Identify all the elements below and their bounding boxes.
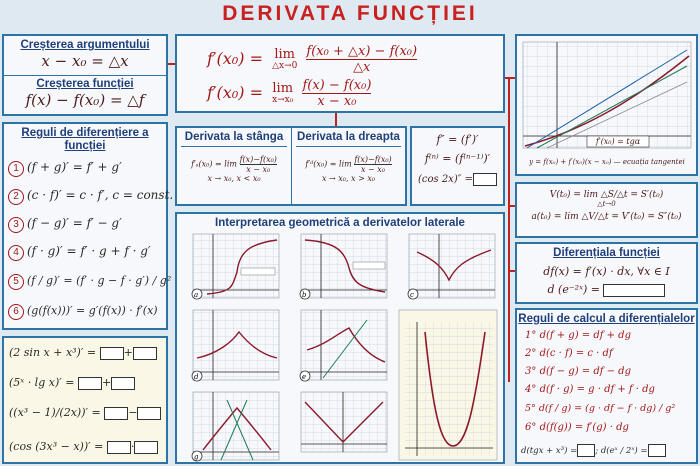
rule-number: 5	[8, 274, 24, 290]
left-cond: x → x₀, x < x₀	[207, 174, 261, 183]
graph-label-b: b	[302, 291, 307, 299]
rule-text: (f / g)′ = (f′ · g − f · g′) / g²	[27, 274, 172, 287]
rule-item	[8, 244, 151, 261]
higher-exercise	[412, 173, 503, 186]
fraction-denominator: x − x₀	[317, 94, 357, 109]
graph-a	[192, 234, 279, 299]
fraction-numerator: f(x) − f(x₀)	[302, 78, 372, 93]
diff-rule-number: 6°	[525, 422, 537, 433]
graph-label-a: a	[194, 291, 199, 299]
answer-box[interactable]	[107, 441, 131, 454]
physics-panel	[515, 182, 698, 238]
rule-text: (f − g)′ = f′ − g′	[27, 216, 122, 230]
fraction-denominator: △x	[353, 60, 371, 75]
diff-exercise-text: d(tgx + x³) =	[521, 446, 578, 456]
exercise-text: (5ˣ · lg x)′ =	[9, 376, 75, 389]
diff-rule-text: d(f / g) = (g · df − f · dg) / g²	[538, 403, 676, 414]
graph-f	[399, 310, 497, 462]
rule-item	[8, 274, 171, 290]
diff-rule-item	[525, 348, 613, 359]
tangent-panel	[515, 34, 698, 176]
rule-number: 2	[8, 189, 24, 205]
connector-line	[335, 113, 337, 127]
rule-text: (g(f(x)))′ = g′(f(x)) · f′(x)	[27, 304, 158, 317]
answer-box[interactable]	[603, 284, 665, 297]
differential-rules-panel	[515, 308, 698, 464]
right-frac-den: x − x₀	[360, 165, 385, 174]
graph-label-e: e	[302, 373, 307, 381]
left-frac-num: f(x)−f(x₀)	[239, 155, 277, 164]
geometric-interpretation-panel	[175, 212, 505, 464]
left-frac-den: x − x₀	[246, 165, 271, 174]
rule-number: 6	[8, 304, 24, 320]
exercise-text: (cos (3x³ − x))′ =	[9, 440, 104, 453]
func-increment-heading: Creșterea funcției	[4, 75, 166, 91]
higher-exercise-text: (cos 2x)″ =	[417, 174, 474, 185]
exercise-text: ((x³ − 1)/(2x))′ =	[9, 406, 101, 419]
rules-heading: Reguli de diferențiere a funcției	[21, 127, 149, 152]
page-title: DERIVATA FUNCȚIEI	[222, 2, 478, 25]
acceleration-formula: a(t₀) = lim △V/△t = V′(t₀) = S″(t₀)	[531, 212, 682, 222]
arg-increment-formula: x − x₀ = △x	[41, 52, 129, 70]
nth-derivative-def: f⁽ⁿ⁾ = (f⁽ⁿ⁻¹⁾)′	[424, 152, 491, 165]
right-derivative-section	[292, 128, 405, 183]
limit-label: lim	[272, 80, 294, 96]
tangent-slope-label: f′(x₀) = tgα	[595, 137, 641, 146]
definition-panel	[175, 34, 505, 113]
exercise-item: (cos (3x³ − x))′ = ·	[9, 440, 158, 454]
differential-heading: Diferențiala funcției	[553, 247, 660, 259]
right-frac-num: f(x)−f(x₀)	[354, 155, 392, 164]
answer-box[interactable]	[648, 444, 666, 457]
rule-text: (f + g)′ = f′ + g′	[27, 160, 122, 174]
limit-label: lim	[274, 46, 296, 62]
answer-box[interactable]	[100, 347, 124, 360]
rule-item	[8, 304, 158, 320]
right-lim: f′ᵈ(x₀) = lim	[305, 159, 352, 169]
diff-rule-item	[525, 403, 675, 414]
arg-increment-heading: Creșterea argumentului	[20, 39, 150, 51]
connector-line	[505, 77, 515, 79]
limit-subscript: x→x₀	[272, 94, 294, 105]
graph-label-d: d	[194, 373, 199, 381]
differential-rules-heading: Reguli de calcul a diferențialelor	[518, 313, 695, 325]
connector-line	[508, 77, 510, 382]
right-derivative-formula	[292, 155, 405, 183]
answer-box[interactable]	[137, 407, 161, 420]
fraction-numerator: f(x₀ + △x) − f(x₀)	[306, 44, 418, 59]
diff-rule-number: 2°	[525, 348, 537, 359]
graph-b	[300, 234, 387, 299]
func-increment-formula: f(x) − f(x₀) = △f	[25, 91, 145, 109]
limit-subscript: △t→0	[597, 200, 616, 208]
exercise-item: (5ˣ · lg x)′ = +	[9, 376, 135, 390]
diff-rule-text: d(f + g) = df + dg	[539, 330, 631, 341]
answer-box[interactable]	[577, 444, 595, 457]
limit-subscript: △x→0	[272, 60, 298, 71]
diff-rule-number: 5°	[525, 403, 536, 414]
right-cond: x → x₀, x > x₀	[321, 174, 376, 183]
second-derivative-def: f″ = (f′)′	[436, 133, 479, 146]
answer-box[interactable]	[104, 407, 128, 420]
differential-formula: df(x) = f′(x) · dx, ∀x ∈ I	[543, 265, 670, 278]
rule-item	[8, 216, 122, 233]
answer-box[interactable]	[134, 441, 158, 454]
graph-e	[300, 310, 387, 381]
diff-exercise-text-2: d(eˣ / 2ˣ) =	[600, 446, 648, 456]
graph-label-c: c	[410, 291, 414, 299]
definition-row-2	[207, 78, 371, 109]
exercise-item: (2 sin x + x³)′ = +	[9, 346, 157, 360]
diff-rule-text: d(f − g) = df − dg	[539, 366, 631, 377]
answer-box[interactable]	[78, 377, 102, 390]
left-derivative-formula	[177, 155, 291, 183]
exercise-item: ((x³ − 1)/(2x))′ = −	[9, 406, 161, 420]
derivative-lhs: f′(x₀) =	[207, 49, 263, 68]
diff-rule-number: 1°	[525, 330, 537, 341]
diff-rule-text: d(f(g)) = f′(g) · dg	[539, 422, 629, 433]
diff-rule-text: d(c · f) = c · df	[539, 348, 613, 359]
diff-rule-number: 4°	[525, 384, 537, 395]
rule-text: (f · g)′ = f′ · g + f · g′	[27, 244, 151, 258]
differential-panel	[515, 242, 698, 304]
rule-number: 4	[8, 245, 24, 261]
higher-derivative-panel	[410, 126, 505, 206]
graph-d	[192, 310, 279, 381]
lateral-derivatives-panel	[175, 126, 407, 206]
velocity-formula: V(t₀) = lim △S/△t = S′(t₀)	[549, 190, 664, 200]
graph-c	[408, 234, 495, 299]
diff-rule-text: d(f · g) = g · df + f · dg	[539, 384, 655, 395]
exercises-panel	[2, 336, 168, 464]
diff-rule-number: 3°	[525, 366, 537, 377]
diff-rule-item	[525, 422, 629, 433]
graph-g	[192, 392, 279, 461]
graphs-grid	[177, 232, 503, 462]
definition-row-1	[207, 44, 417, 75]
right-derivative-heading: Derivata la dreapta	[296, 131, 401, 147]
left-derivative-heading: Derivata la stânga	[181, 131, 287, 147]
tangent-equation: y = f(x₀) + f′(x₀)(x − x₀) — ecuația tangentei	[529, 158, 685, 166]
geometric-heading: Interpretarea geometrică a derivatelor laterale	[215, 217, 465, 229]
left-lim: f′ₛ(x₀) = lim	[191, 159, 238, 169]
left-derivative-section	[177, 128, 292, 204]
rules-panel	[2, 122, 174, 330]
exercise-text: (2 sin x + x³)′ =	[9, 346, 97, 359]
graph-label-g: g	[194, 453, 199, 461]
graph-h	[301, 392, 387, 462]
derivative-lhs: f′(x₀) =	[207, 83, 263, 102]
answer-box[interactable]	[133, 347, 157, 360]
differential-exercise	[517, 283, 696, 297]
diff-rule-item	[525, 384, 655, 395]
rule-text: (c · f)′ = c · f′, c = const.	[27, 188, 174, 202]
answer-box[interactable]	[111, 377, 135, 390]
rule-item	[8, 188, 173, 205]
rule-number: 1	[8, 161, 24, 177]
differential-exercise-text: d (e⁻²ˣ) =	[547, 283, 600, 296]
answer-box[interactable]	[473, 173, 497, 186]
diff-exercise: d(tgx + x³) = ; d(eˣ / 2ˣ) =	[521, 444, 666, 457]
diff-rule-item	[525, 330, 631, 341]
diff-rule-item	[525, 366, 631, 377]
increment-panel	[2, 34, 168, 116]
rule-item	[8, 160, 122, 177]
rule-number: 3	[8, 217, 24, 233]
